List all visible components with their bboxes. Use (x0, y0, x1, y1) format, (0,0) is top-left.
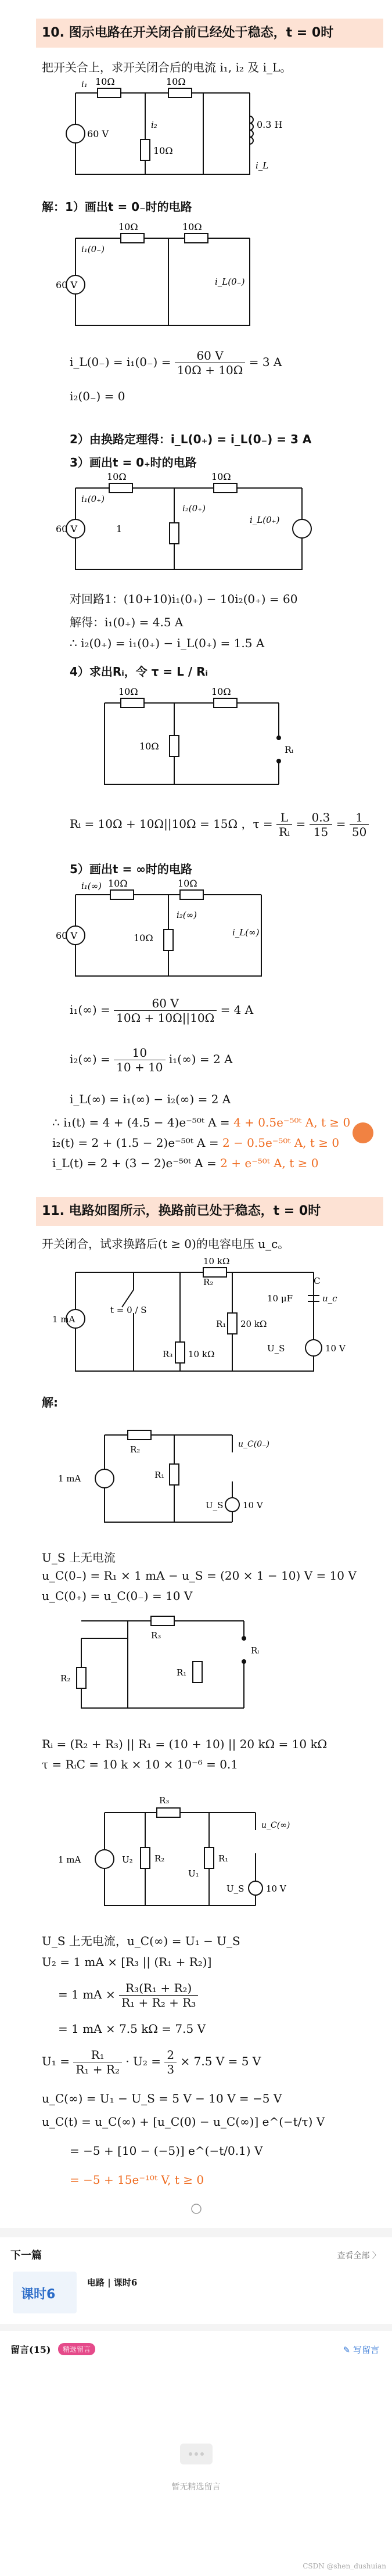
end-mark-icon (189, 2202, 203, 2216)
c2-11-r2: R₂ (60, 1673, 71, 1684)
p11-e6: U₂ = 1 mA × [R₃ || (R₁ + R₂)] (42, 1955, 212, 1969)
related-thumb-text: 课时6 (21, 2287, 56, 2302)
c3-11-usv: 10 V (266, 1883, 286, 1894)
main11-r1name: R₁ (216, 1319, 226, 1329)
p11-e12: = −5 + [10 − (−5)] e^(−t/0.1) V (70, 2144, 263, 2158)
main10-source: 60 V (87, 128, 109, 139)
p10-eq2: i₂(0₋) = 0 (70, 389, 125, 403)
main11-c: C (314, 1276, 321, 1286)
next-article-label: 下一篇 (10, 2249, 42, 2262)
main11-is: 1 mA (52, 1314, 75, 1325)
view-all-link[interactable]: 查看全部 〉 (337, 2251, 380, 2261)
p10-result-1: ∴ i₁(t) = 4 + (4.5 − 4)e⁻⁵⁰ᵗ A = 4 + 0.5e⁻⁵⁰ᵗ A, t ≥ 0 (52, 1115, 351, 1129)
p10-result-3: i_L(t) = 2 + (3 − 2)e⁻⁵⁰ᵗ A = 2 + e⁻⁵⁰ᵗ A, t ≥ 0 (52, 1156, 319, 1170)
p10-eq1: i_L(0₋) = i₁(0₋) = $\frac{60 V}{10\Omega + 10\Omega}$ = 3 A (70, 349, 282, 377)
p11-no-current: U_S 上无电流 (42, 1551, 116, 1565)
p11-e9: U₁ = $\frac{\text{R₁}}{\text{R₁ + R₂}}$ · U₂ = $\frac{2}{3}$ × 7.5 V = 5 V (42, 2048, 261, 2076)
c4-10-source: 60 V (56, 930, 77, 941)
c3-11-is: 1 mA (58, 1854, 81, 1865)
c2-10-loop: 1 (116, 523, 123, 534)
c4-10-i2: i₂(∞) (177, 910, 197, 920)
circuit-10-main (58, 70, 283, 186)
main11-r3: 10 kΩ (203, 1256, 230, 1267)
c3-11-r1: R₁ (218, 1853, 229, 1864)
c1-11-us: U_S (206, 1500, 224, 1511)
footer-divider (0, 2228, 392, 2237)
c2-10-source: 60 V (56, 523, 77, 534)
p10-step2: 2）由换路定理得：i_L(0₊) = i_L(0₋) = 3 A (70, 432, 312, 446)
main11-switch: t = 0 / S (110, 1305, 147, 1315)
p11-e10: u_C(∞) = U₁ − U_S = 5 V − 10 V = −5 V (42, 2091, 282, 2105)
p11-e2: u_C(0₊) = u_C(0₋) = 10 V (42, 1589, 193, 1603)
main11-us: 10 V (325, 1343, 346, 1354)
c4-10-r1: 10Ω (108, 878, 128, 889)
p11-e13: = −5 + 15e⁻¹⁰ᵗ V, t ≥ 0 (70, 2173, 204, 2187)
write-comment-button[interactable]: ✎ 写留言 (343, 2345, 379, 2355)
c3-11-r2: R₂ (154, 1853, 165, 1864)
c1-11-r2: R₂ (130, 1444, 141, 1455)
p11-e7: = 1 mA × $\frac{\text{R₃(R₁ + R₂)}}{\text{R₁ + R₂ + R₃}}$ (58, 1981, 198, 2010)
c1-10-r1: 10Ω (118, 221, 138, 232)
main11-usname: U_S (267, 1343, 285, 1354)
p10-step5: 5）画出t = ∞时的电路 (70, 862, 192, 876)
c3-10-ri: Rᵢ (285, 744, 294, 755)
c2-10-r1: 10Ω (107, 471, 127, 482)
p10-loop-eq: 对回路1：(10+10)i₁(0₊) − 10i₂(0₊) = 60 (70, 592, 298, 606)
circuit-11-t0minus (58, 1418, 279, 1534)
main11-r1: 20 kΩ (240, 1319, 267, 1329)
c1-11-usv: 10 V (243, 1500, 263, 1511)
c1-10-iL: i_L(0₋) (215, 277, 245, 287)
p11-e3: Rᵢ = (R₂ + R₃) || R₁ = (10 + 10) || 20 kΩ = 10 kΩ (42, 1737, 328, 1751)
p10-step4: 4）求出Rᵢ，令 τ = L / Rᵢ (70, 665, 208, 679)
main10-inductor: 0.3 H (257, 119, 283, 130)
problem-11-title: 11. 电路如图所示，换路前已处于稳态，t = 0时 (36, 1197, 383, 1226)
related-article-thumbnail[interactable] (13, 2272, 77, 2313)
p11-e1: u_C(0₋) = R₁ × 1 mA − u_S = (20 × 1 − 10) V = 10 V (42, 1569, 357, 1583)
p10-sol-b: ∴ i₂(0₊) = i₁(0₊) − i_L(0₊) = 1.5 A (70, 636, 265, 650)
c2-11-ri: Rᵢ (251, 1645, 260, 1656)
c1-10-source: 60 V (56, 279, 77, 290)
c3-10-r2: 10Ω (211, 686, 231, 697)
p10-sol-a: 解得：i₁(0₊) = 4.5 A (70, 615, 184, 629)
main11-r2name: R₂ (203, 1277, 214, 1287)
main10-iL: i_L (256, 160, 269, 171)
c2-10-r2: 10Ω (211, 471, 231, 482)
c4-10-r2: 10Ω (178, 878, 197, 889)
c1-10-i1: i₁(0₋) (81, 244, 105, 254)
circuit-10-t0plus (58, 465, 325, 581)
circuit-10-t0minus (58, 215, 267, 337)
c3-11-uc: u_C(∞) (261, 1821, 290, 1830)
problem-11-statement: 开关闭合，试求换路后(t ≥ 0)的电容电压 u_c。 (42, 1237, 290, 1251)
p11-e8: = 1 mA × 7.5 kΩ = 7.5 V (58, 2022, 206, 2036)
p10-inf1: i₁(∞) = $\frac{60 V}{10\Omega + 10\Omega||10\Omega}$ = 4 A (70, 996, 254, 1025)
c2-10-i2: i₂(0₊) (182, 503, 206, 514)
comments-count: 留言(15) (10, 2344, 51, 2355)
main10-r2: 10Ω (166, 76, 186, 87)
c4-10-iL: i_L(∞) (232, 927, 260, 938)
p10-step3: 3）画出t = 0₊时的电路 (70, 455, 197, 469)
p11-solution-label: 解: (42, 1395, 58, 1409)
main10-r1: 10Ω (95, 76, 115, 87)
circuit-11-main (52, 1249, 346, 1383)
c1-11-is: 1 mA (58, 1473, 81, 1484)
p10-ri-eq: Rᵢ = 10Ω + 10Ω||10Ω = 15Ω ，τ = $\frac{L}{\text{Rᵢ}}$ = $\frac{0.3}{15}$ = $\frac{1}{50}$ (70, 810, 369, 839)
c3-11-u2: U₂ (122, 1854, 133, 1865)
main11-uc: u_c (322, 1293, 337, 1304)
c2-11-r1: R₁ (177, 1667, 187, 1678)
c2-10-iL: i_L(0₊) (250, 515, 280, 525)
circuit-10-inf (58, 871, 290, 988)
c2-11-r3: R₃ (151, 1630, 161, 1641)
main11-r3name: R₃ (163, 1349, 173, 1359)
related-article-title[interactable]: 电路 | 课时6 (87, 2277, 138, 2288)
circuit-11-inf (58, 1789, 325, 1923)
sticker-icon (348, 1118, 377, 1147)
problem-10-statement: 把开关合上，求开关闭合后的电流 i₁, i₂ 及 i_L。 (42, 60, 292, 74)
p10-step1: 解：1）画出t = 0₋时的电路 (42, 200, 192, 214)
main10-i1: i₁ (81, 79, 88, 89)
p10-inf2: i₂(∞) = $\frac{10}{10 + 10}$ i₁(∞) = 2 A (70, 1046, 233, 1074)
p11-e5: U_S 上无电流，u_C(∞) = U₁ − U_S (42, 1934, 240, 1948)
p11-e4: τ = RᵢC = 10 k × 10 × 10⁻⁶ = 0.1 (42, 1757, 239, 1771)
c3-11-r3: R₃ (159, 1795, 170, 1806)
c3-11-u1: U₁ (188, 1868, 199, 1879)
p11-e11: u_C(t) = u_C(∞) + [u_C(0) − u_C(∞)] e^(−t/τ) V (42, 2115, 325, 2129)
p10-result-2: i₂(t) = 2 + (1.5 − 2)e⁻⁵⁰ᵗ A = 2 − 0.5e⁻⁵⁰ᵗ A, t ≥ 0 (52, 1136, 340, 1150)
main11-r2: 10 kΩ (188, 1349, 215, 1359)
main11-cap: 10 μF (267, 1293, 293, 1304)
main10-i2: i₂ (151, 120, 157, 130)
main10-r3: 10Ω (153, 145, 173, 156)
circuit-10-req (87, 680, 296, 796)
footer-divider-2 (0, 2324, 392, 2331)
c1-10-r2: 10Ω (182, 221, 202, 232)
c3-11-us: U_S (226, 1883, 244, 1894)
circuit-11-req (58, 1603, 302, 1720)
c1-11-uc: u_C(0₋) (238, 1440, 269, 1449)
c4-10-i1: i₁(∞) (81, 881, 102, 891)
featured-comments-badge[interactable]: 精选留言 (58, 2343, 95, 2355)
empty-comments-icon (178, 2440, 215, 2468)
c1-11-r1: R₁ (154, 1470, 165, 1480)
problem-10-title: 10. 图示电路在开关闭合前已经处于稳态，t = 0时 (36, 19, 383, 48)
empty-comments-text: 暂无精选留言 (171, 2482, 221, 2492)
c3-10-r3: 10Ω (139, 741, 159, 752)
c3-10-r1: 10Ω (118, 686, 138, 697)
c4-10-r3: 10Ω (134, 932, 153, 943)
csdn-watermark: CSDN @shen_dushuian (303, 2562, 386, 2570)
p10-inf3: i_L(∞) = i₁(∞) − i₂(∞) = 2 A (70, 1092, 231, 1106)
c2-10-i1: i₁(0₊) (81, 494, 105, 504)
